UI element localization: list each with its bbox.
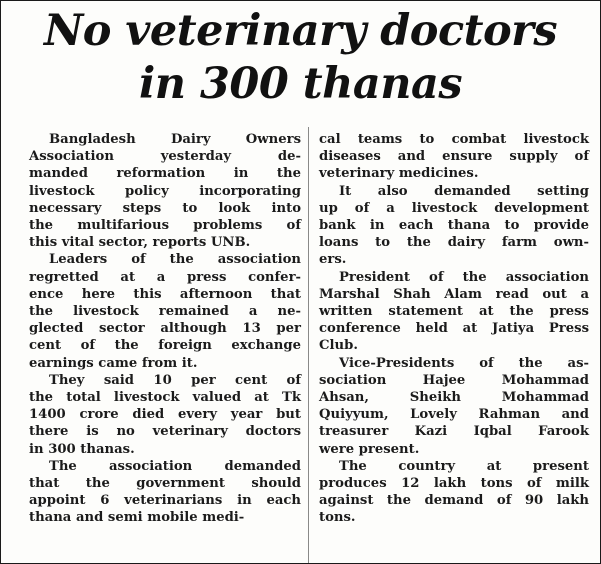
article-line: glected sector although 13 per (29, 321, 301, 337)
article-line: that the government should (29, 476, 301, 492)
article-line: diseases and ensure supply of (319, 149, 589, 165)
article-line: bank in each thana to provide (319, 218, 589, 234)
article-line: in 300 thanas. (29, 441, 135, 457)
article-line: Marshal Shah Alam read out a (319, 286, 589, 302)
article-line: conference held at Jatiya Press (319, 321, 589, 337)
article-line: Ahsan, Sheikh Mohammad (319, 390, 589, 406)
article-line: Club. (319, 338, 358, 354)
article-line: treasurer Kazi Iqbal Farook (319, 424, 589, 440)
article-paragraph (319, 131, 589, 183)
article-line: President of the association (339, 269, 589, 285)
article-line: They said 10 per cent of (49, 372, 301, 388)
article-paragraph (319, 355, 589, 458)
article-line: appoint 6 veterinarians in each (29, 493, 301, 509)
article-line: the multifarious problems of (29, 218, 301, 234)
article-line: loans to the dairy farm own- (319, 235, 589, 251)
article-line: livestock policy incorporating (29, 183, 301, 199)
article-line: Quiyyum, Lovely Rahman and (319, 407, 589, 423)
article-line: necessary steps to look into (29, 200, 301, 216)
article-paragraph (29, 372, 301, 458)
article-line: veterinary medicines. (319, 166, 479, 182)
article-line: ence here this afternoon that (29, 286, 301, 302)
article-line: written statement at the press (319, 304, 589, 320)
article-line: produces 12 lakh tons of milk (319, 476, 589, 492)
article-line: manded reformation in the (29, 166, 301, 182)
article-line: It also demanded setting (339, 183, 589, 199)
article-line: 1400 crore died every year but (29, 407, 301, 423)
headline-line-1: No veterinary doctors (43, 6, 558, 56)
article-line: sociation Hajee Mohammad (319, 372, 589, 388)
article-paragraph (319, 269, 589, 355)
article-line: cent of the foreign exchange (29, 338, 301, 354)
left-column (29, 131, 301, 527)
article-line: regretted at a press confer- (29, 269, 301, 285)
article-line: there is no veterinary doctors (29, 424, 301, 440)
article-line: up of a livestock development (319, 200, 589, 216)
article-line: the livestock remained a ne- (29, 304, 301, 320)
article-paragraph (29, 251, 301, 371)
article-line: earnings came from it. (29, 355, 198, 371)
article-line: Association yesterday de- (29, 149, 301, 165)
headline-line-2: in 300 thanas (138, 59, 463, 109)
article-paragraph (29, 458, 301, 527)
right-column (319, 131, 589, 527)
article-line: thana and semi mobile medi- (29, 510, 245, 526)
article-paragraph (319, 458, 589, 527)
article-paragraph (29, 131, 301, 251)
article-line: Vice-Presidents of the as- (339, 355, 589, 371)
article-line: ers. (319, 252, 347, 268)
article-line: Bangladesh Dairy Owners (49, 132, 301, 147)
article-line: this vital sector, reports UNB. (29, 235, 251, 251)
article-line: cal teams to combat livestock (319, 132, 589, 147)
article-line: The association demanded (49, 458, 301, 474)
article-line: were present. (319, 441, 420, 457)
article-line: tons. (319, 510, 356, 526)
article-line: the total livestock valued at Tk (29, 390, 301, 406)
headline (9, 5, 592, 111)
article-line: Leaders of the association (49, 252, 301, 268)
article-line: The country at present (339, 458, 589, 474)
article-paragraph (319, 183, 589, 269)
article-line: against the demand of 90 lakh (319, 493, 589, 509)
column-divider (308, 127, 309, 563)
